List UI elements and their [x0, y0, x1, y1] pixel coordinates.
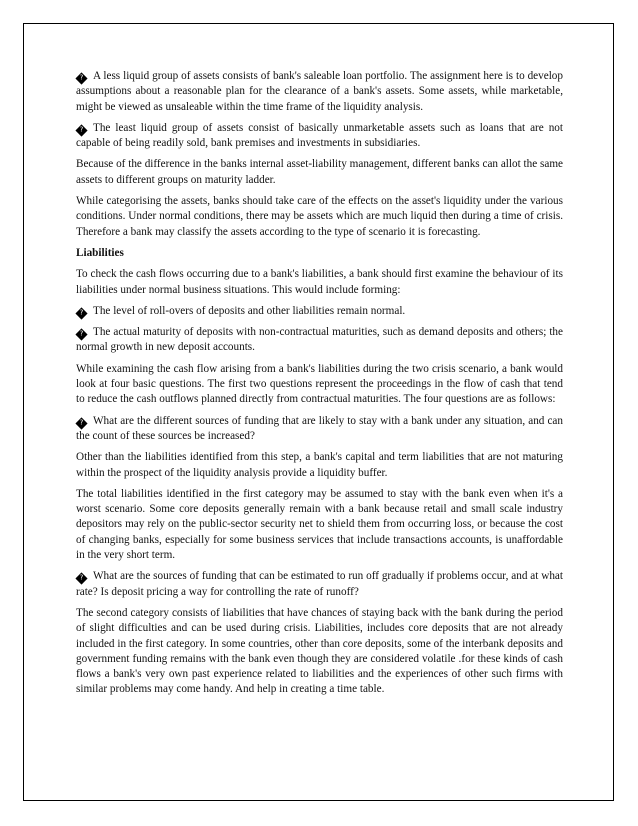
paragraph-text: A less liquid group of assets consists of bank's saleable loan portfolio. The assignment here is to develop assumptions about a reasonable plan for the clearance of a bank's assets. Some assets, while marketable, might be viewed as unsaleable within the time frame of the liquidity analysis. — [76, 70, 563, 113]
body-paragraph — [76, 194, 563, 240]
bullet-paragraph — [76, 569, 563, 600]
paragraph-text: The second category consists of liabilities that have chances of staying back with the bank during the period of slight difficulties and can be used during crisis. Liabilities, includes core deposits that are not already included in the first category. In some countries, other than core deposits, some of the interbank deposits and government funding remains with the bank even though they are considered volatile .for these kinds of cash flows a bank's very own past experience related to liabilities and the experiences of other such firms with similar problems may come handy. And help in creating a time table. — [76, 606, 563, 696]
replacement-char-icon — [75, 124, 87, 136]
paragraph-text: While categorising the assets, banks should take care of the effects on the asset's liquidity under the various conditions. Under normal conditions, there may be assets which are much liquid then during a time of crisis. Therefore a bank may classify the assets according to the type of scenario it is forecasting. — [76, 195, 563, 238]
replacement-char-icon — [75, 417, 87, 429]
paragraph-text: While examining the cash flow arising from a bank's liabilities during the two crisis scenario, a bank would look at four basic questions. The first two questions represent the proceedings in the flow of cash that tend to reduce the cash outflows planned directly from contractual maturities. The four questions are as follows: — [76, 362, 563, 406]
paragraph-text: The level of roll-overs of deposits and other liabilities remain normal. — [93, 304, 406, 317]
bullet-glyph-char: ? — [79, 126, 84, 134]
bullet-glyph-char: ? — [79, 574, 84, 583]
replacement-char-icon — [75, 573, 87, 585]
paragraph-text: What are the sources of funding that can be estimated to run off gradually if problems occur, and at what rate? Is deposit pricing a way for controlling the rate of runoff? — [76, 570, 563, 598]
paragraph-text: The least liquid group of assets consist of basically unmarketable assets such as loans that are not capable of being readily sold, bank premises and investments in subsidiaries. — [76, 121, 563, 150]
section-heading: Liabilities — [76, 246, 124, 259]
bullet-paragraph — [76, 325, 563, 356]
bullet-glyph-char: ? — [79, 330, 84, 339]
paragraph-text: The total liabilities identified in the first category may be assumed to stay with the bank even when it's a worst scenario. Some core deposits generally remain with a bank because retail and small scale industry depositors may rely on the public-sector security net to shield them from occurring loss, or because the cost of changing banks, especially for some business services that include transactions accounts, is unaffordable in the very short term. — [76, 487, 563, 562]
bullet-paragraph — [76, 121, 563, 152]
paragraph-text: Because of the difference in the banks internal asset-liability management, different banks can allot the same assets to different groups on maturity ladder. — [76, 158, 563, 186]
bullet-glyph-char: ? — [79, 418, 84, 427]
body-paragraph — [76, 487, 563, 563]
body-paragraph — [76, 606, 563, 698]
body-paragraph — [76, 267, 563, 298]
bullet-paragraph — [76, 414, 563, 445]
bullet-paragraph — [76, 304, 563, 319]
body-paragraph — [76, 362, 563, 408]
replacement-char-icon — [75, 307, 87, 319]
paragraph-text: What are the different sources of funding that are likely to stay with a bank under any situation, and can the count of these sources be increased? — [76, 414, 563, 442]
bullet-glyph-char: ? — [79, 74, 84, 83]
body-paragraph — [76, 157, 563, 188]
paragraph-text: The actual maturity of deposits with non-contractual maturities, such as demand deposits and others; the normal growth in new deposit accounts. — [76, 326, 563, 354]
replacement-char-icon — [75, 72, 87, 84]
bullet-paragraph — [76, 69, 563, 115]
body-paragraph — [76, 450, 563, 481]
paragraph-text: Other than the liabilities identified from this step, a bank's capital and term liabilities that are not maturing within the prospect of the liquidity analysis provide a liquidity buffer. — [76, 451, 563, 479]
document-body — [76, 69, 563, 704]
paragraph-text: To check the cash flows occurring due to a bank's liabilities, a bank should first examine the behaviour of its liabilities under normal business situations. This would include forming: — [76, 268, 563, 296]
bullet-glyph-char: ? — [79, 309, 84, 317]
replacement-char-icon — [75, 329, 87, 341]
